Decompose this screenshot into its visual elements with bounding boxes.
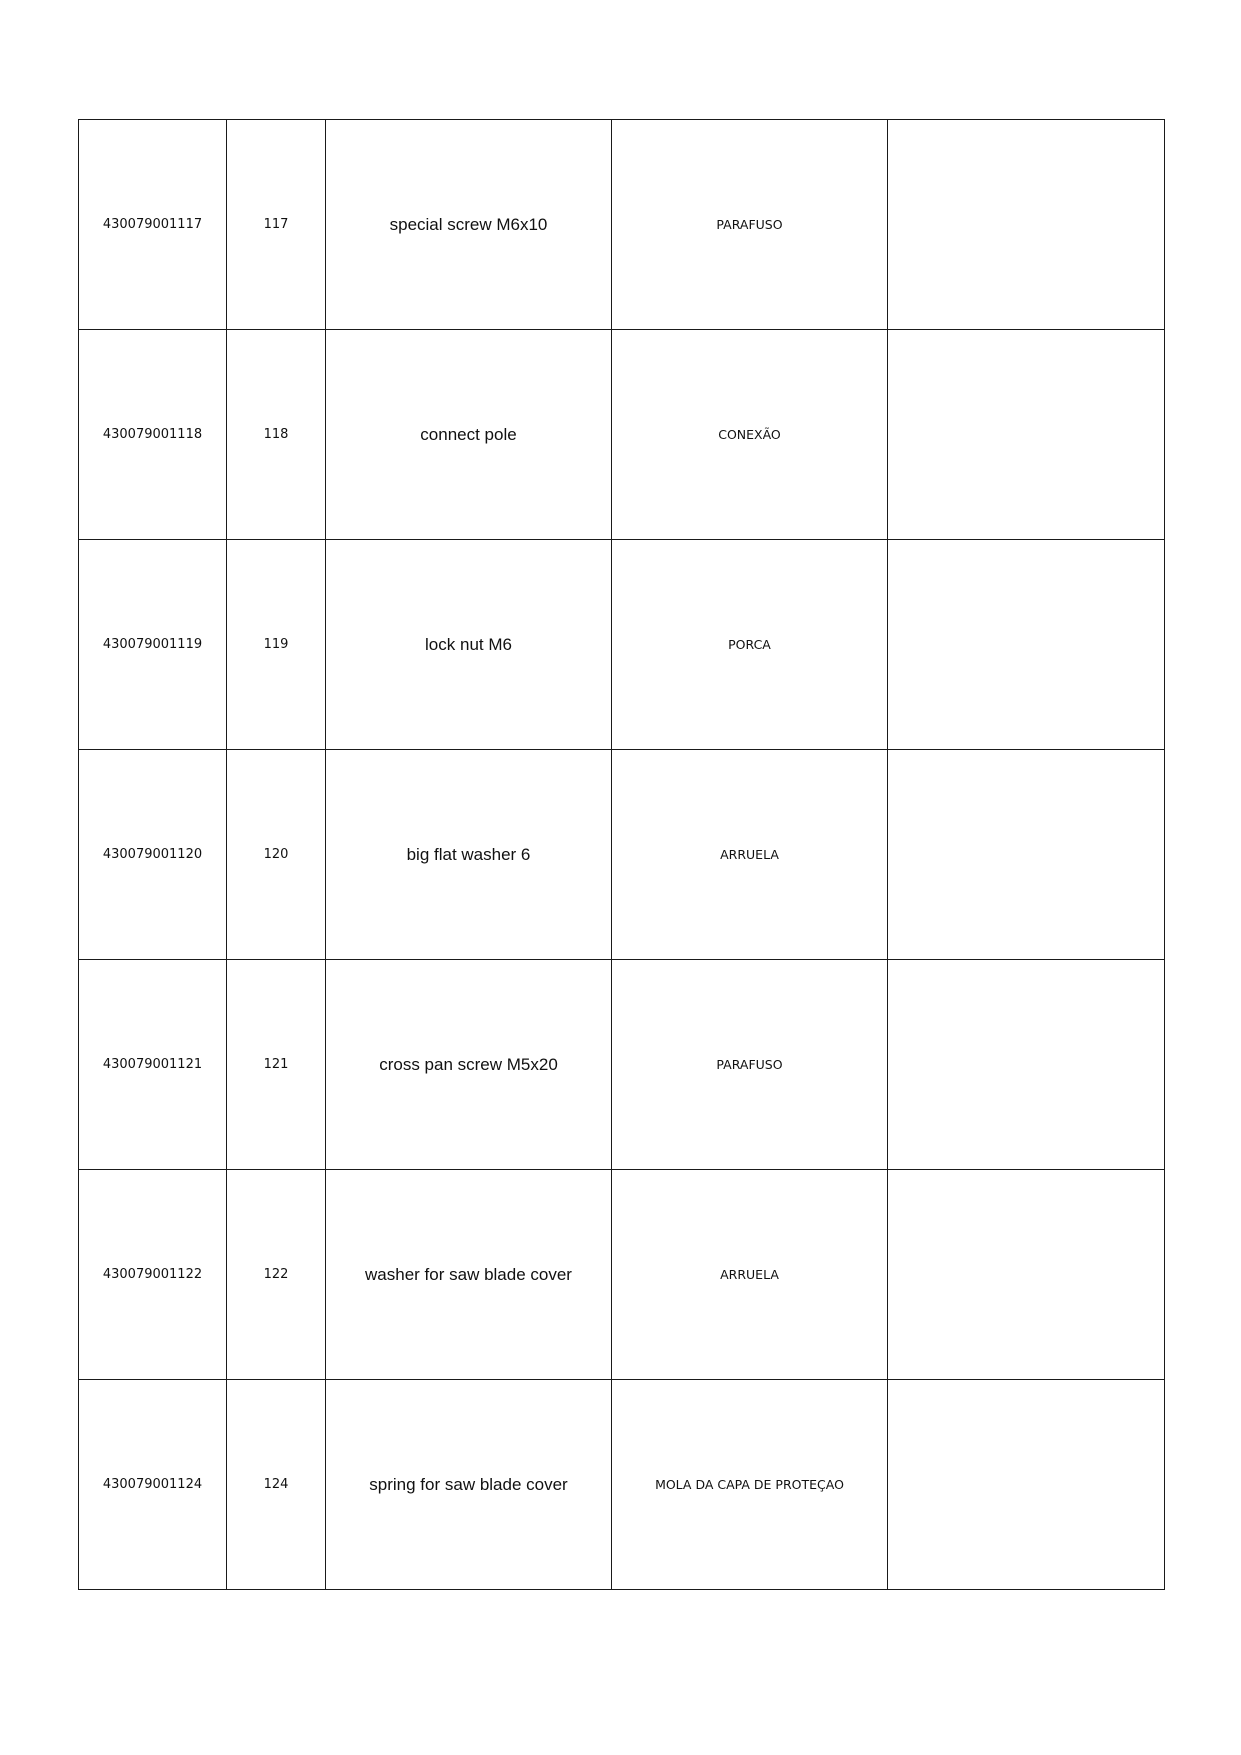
description-cell: lock nut M6 (326, 540, 612, 750)
table-row (79, 540, 1165, 750)
empty-cell (888, 330, 1165, 540)
reference-number-cell: 118 (227, 330, 326, 540)
portuguese-name-cell: MOLA DA CAPA DE PROTEÇAO (612, 1380, 888, 1590)
parts-table (78, 119, 1165, 1590)
portuguese-name-cell: PORCA (612, 540, 888, 750)
part-code-cell: 430079001120 (79, 750, 227, 960)
empty-cell (888, 750, 1165, 960)
table-row (79, 1380, 1165, 1590)
empty-cell (888, 1380, 1165, 1590)
empty-cell (888, 120, 1165, 330)
table-row (79, 750, 1165, 960)
part-code-cell: 430079001122 (79, 1170, 227, 1380)
parts-table-body (79, 120, 1165, 1590)
description-cell: cross pan screw M5x20 (326, 960, 612, 1170)
table-row (79, 330, 1165, 540)
description-cell: spring for saw blade cover (326, 1380, 612, 1590)
reference-number-cell: 124 (227, 1380, 326, 1590)
portuguese-name-cell: ARRUELA (612, 1170, 888, 1380)
reference-number-cell: 119 (227, 540, 326, 750)
part-code-cell: 430079001118 (79, 330, 227, 540)
part-code-cell: 430079001117 (79, 120, 227, 330)
description-cell: big flat washer 6 (326, 750, 612, 960)
portuguese-name-cell: PARAFUSO (612, 120, 888, 330)
empty-cell (888, 960, 1165, 1170)
description-cell: connect pole (326, 330, 612, 540)
reference-number-cell: 120 (227, 750, 326, 960)
portuguese-name-cell: PARAFUSO (612, 960, 888, 1170)
description-cell: special screw M6x10 (326, 120, 612, 330)
table-row (79, 960, 1165, 1170)
part-code-cell: 430079001119 (79, 540, 227, 750)
portuguese-name-cell: CONEXÃO (612, 330, 888, 540)
part-code-cell: 430079001124 (79, 1380, 227, 1590)
reference-number-cell: 117 (227, 120, 326, 330)
empty-cell (888, 1170, 1165, 1380)
reference-number-cell: 121 (227, 960, 326, 1170)
portuguese-name-cell: ARRUELA (612, 750, 888, 960)
table-row (79, 1170, 1165, 1380)
part-code-cell: 430079001121 (79, 960, 227, 1170)
description-cell: washer for saw blade cover (326, 1170, 612, 1380)
empty-cell (888, 540, 1165, 750)
table-row (79, 120, 1165, 330)
reference-number-cell: 122 (227, 1170, 326, 1380)
